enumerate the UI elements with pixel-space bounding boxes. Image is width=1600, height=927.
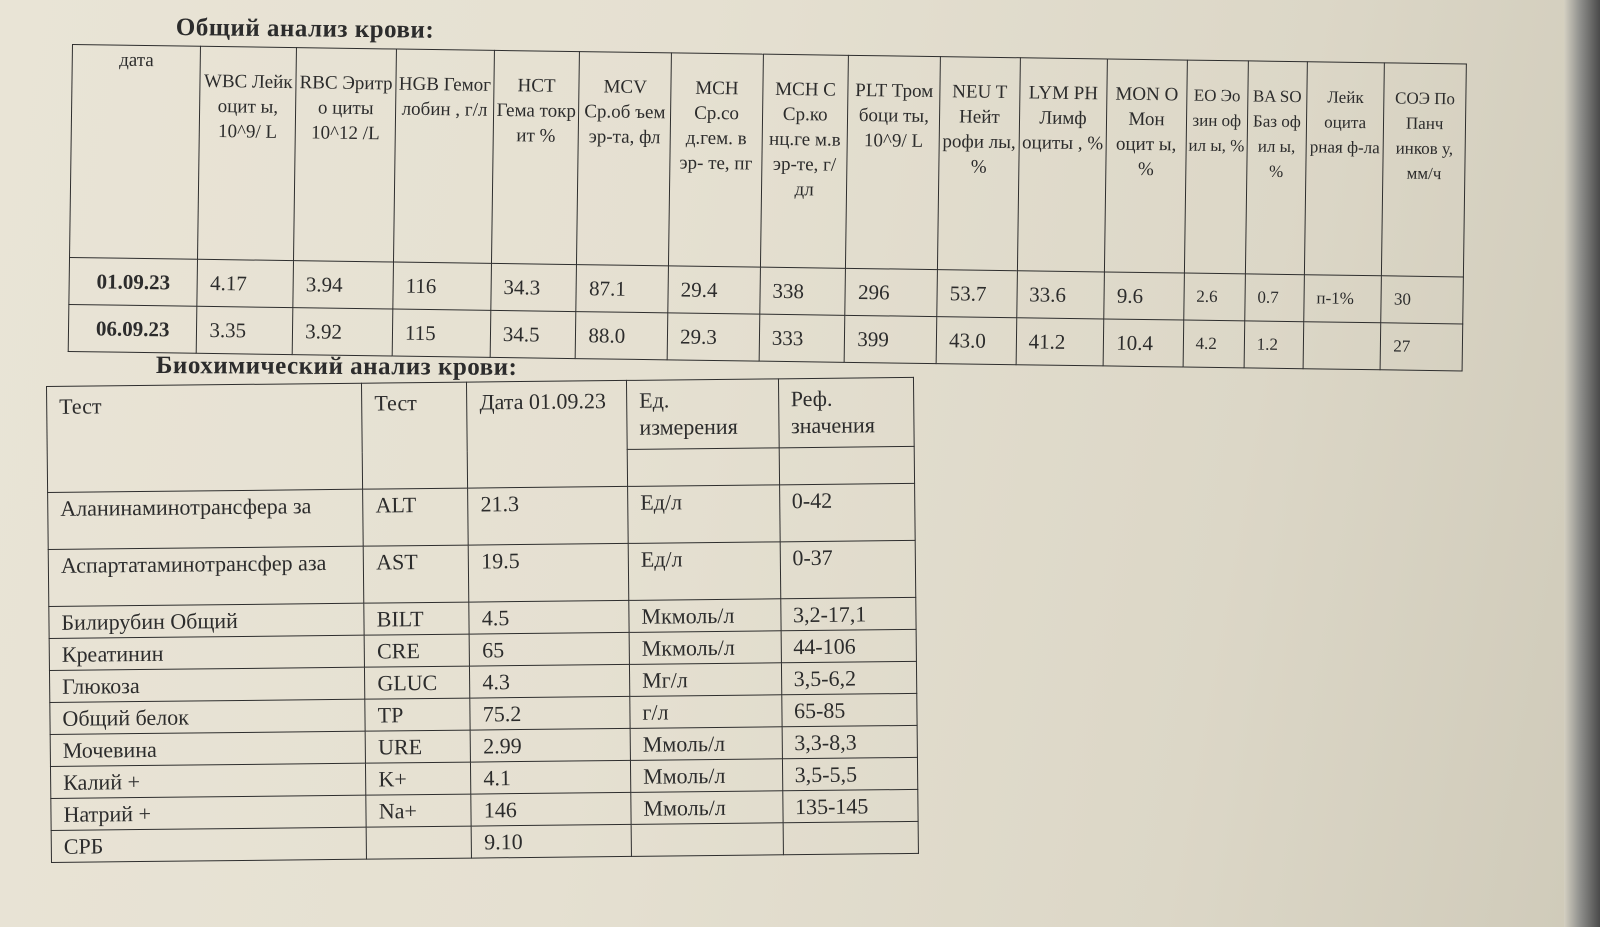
bio-title: Биохимический анализ крови: — [155, 352, 518, 381]
bio-test-name: Калий + — [50, 763, 366, 798]
cbc-date-cell: 01.09.23 — [69, 257, 198, 306]
bio-test-ref: 0-42 — [779, 483, 915, 541]
cbc-cell-lymph: 41.2 — [1016, 318, 1104, 366]
bio-test-name: Натрий + — [51, 795, 367, 830]
cbc-cell-wbc: 4.17 — [197, 259, 293, 307]
bio-test-code: TP — [365, 698, 470, 731]
bio-test-name: Аланинаминотрансфера за — [48, 489, 364, 549]
bio-test-value: 146 — [471, 792, 631, 826]
cbc-cell-mono: 10.4 — [1103, 319, 1183, 367]
cbc-header-rbc: RBC Эритр о циты 10^12 /L — [294, 48, 397, 262]
bio-header-unit-blank — [627, 448, 779, 487]
cbc-cell-hct: 34.3 — [491, 263, 577, 311]
bio-test-ref: 3,5-5,5 — [782, 757, 918, 790]
cbc-cell-mono: 9.6 — [1104, 272, 1184, 320]
bio-test-name: СРБ — [51, 827, 367, 862]
cbc-cell-eo: 4.2 — [1183, 320, 1245, 368]
bio-test-unit: Мг/л — [629, 663, 781, 697]
cbc-cell-mchc: 333 — [759, 314, 845, 362]
bio-test-name: Аспартатаминотрансфер аза — [48, 546, 364, 606]
cbc-cell-plt: 296 — [845, 268, 937, 316]
cbc-header-mch: МСН Ср.со д.гем. в эр- те, пг — [669, 53, 764, 267]
cbc-cell-baso: 1.2 — [1244, 321, 1304, 369]
bio-test-value: 2.99 — [470, 728, 630, 762]
bio-row-ast — [48, 540, 916, 606]
cbc-header-formula: Лейк оцита рная ф-ла — [1304, 62, 1384, 276]
bio-test-name: Билирубин Общий — [49, 603, 365, 638]
cbc-header-lymph: LYM PH Лимф оциты , % — [1017, 58, 1108, 272]
bio-test-code: GLUC — [365, 666, 470, 699]
bio-header-date: Дата 01.09.23 — [467, 380, 628, 488]
bio-row-alt — [48, 483, 916, 549]
cbc-header-hgb: HGB Гемог лобин , г/л — [394, 49, 495, 263]
cbc-header-hct: НСТ Гема токр ит % — [491, 50, 580, 264]
cbc-table — [68, 44, 1467, 371]
cbc-cell-hct: 34.5 — [490, 310, 576, 358]
cbc-header-eo: ЕО Эо зин оф ил ы, % — [1184, 60, 1248, 274]
bio-test-unit: Ед/л — [628, 485, 780, 544]
bio-test-code: CRE — [364, 634, 469, 667]
cbc-cell-formula: п-1% — [1304, 275, 1382, 323]
bio-test-value: 75.2 — [470, 696, 630, 730]
bio-test-ref — [783, 821, 919, 854]
bio-test-value: 4.3 — [470, 664, 630, 698]
cbc-cell-neut: 53.7 — [937, 270, 1017, 318]
cbc-cell-hgb: 115 — [392, 309, 490, 357]
bio-test-name: Креатинин — [49, 635, 365, 670]
bio-test-name: Общий белок — [50, 699, 366, 734]
bio-test-code: Na+ — [366, 794, 471, 827]
bio-test-code: AST — [363, 545, 469, 603]
cbc-header-baso: BA SO Баз оф ил ы, % — [1245, 61, 1307, 275]
bio-test-code: BILT — [364, 602, 469, 635]
cbc-cell-neut: 43.0 — [936, 317, 1016, 365]
bio-test-unit: г/л — [630, 695, 782, 729]
cbc-header-mono: MON O Мон оцит ы, % — [1105, 59, 1187, 273]
bio-test-code: ALT — [363, 488, 469, 546]
bio-test-ref: 65-85 — [781, 693, 917, 726]
bio-test-value: 4.5 — [469, 600, 629, 634]
bio-test-unit: Ммоль/л — [630, 727, 782, 761]
bio-test-value: 9.10 — [471, 824, 631, 858]
cbc-cell-esr: 30 — [1381, 276, 1463, 324]
cbc-cell-lymph: 33.6 — [1016, 271, 1104, 319]
cbc-cell-eo: 2.6 — [1183, 273, 1245, 321]
bio-test-unit: Мкмоль/л — [629, 599, 781, 633]
bio-header-unit: Ед. измерения — [626, 379, 778, 450]
cbc-cell-mcv: 88.0 — [576, 312, 668, 360]
bio-table — [46, 377, 919, 863]
cbc-cell-wbc: 3.35 — [197, 306, 293, 354]
bio-test-unit: Ед/л — [628, 542, 780, 601]
bio-header-test-code: Тест — [362, 382, 468, 489]
cbc-cell-formula — [1303, 322, 1381, 370]
cbc-cell-baso: 0.7 — [1245, 274, 1305, 322]
bio-test-ref: 3,5-6,2 — [781, 661, 917, 694]
bio-test-code: K+ — [366, 762, 471, 795]
cbc-header-mchc: МСН С Ср.ко нц.ге м.в эр-те, г/дл — [760, 54, 849, 268]
bio-header-ref: Реф. значения — [778, 377, 914, 447]
cbc-cell-esr: 27 — [1380, 323, 1462, 371]
cbc-header-row — [70, 45, 1467, 277]
bio-test-unit: Ммоль/л — [631, 791, 783, 825]
bio-test-ref: 3,3-8,3 — [782, 725, 918, 758]
bio-test-code: URE — [365, 730, 470, 763]
bio-test-unit: Мкмоль/л — [629, 631, 781, 665]
bio-test-unit — [631, 823, 783, 857]
cbc-cell-mch: 29.3 — [667, 313, 759, 361]
bio-header-test-name: Тест — [47, 383, 363, 492]
bio-test-ref: 3,2-17,1 — [780, 597, 916, 630]
cbc-header-wbc: WBC Лейк оцит ы, 10^9/ L — [198, 46, 297, 260]
cbc-cell-rbc: 3.94 — [293, 261, 394, 309]
bio-test-ref: 44-106 — [781, 629, 917, 662]
bio-test-ref: 0-37 — [780, 540, 916, 598]
bio-test-value: 65 — [469, 632, 629, 666]
cbc-cell-hgb: 116 — [393, 262, 491, 310]
cbc-header-esr: СОЭ По Панч инков у, мм/ч — [1382, 63, 1467, 277]
cbc-title: Общий анализ крови: — [175, 14, 435, 44]
bio-test-name: Мочевина — [50, 731, 366, 766]
bio-test-value: 21.3 — [468, 486, 628, 545]
bio-test-ref: 135-145 — [782, 789, 918, 822]
bio-test-value: 4.1 — [471, 760, 631, 794]
cbc-cell-mchc: 338 — [760, 267, 846, 315]
bio-test-code — [366, 826, 471, 859]
cbc-cell-mch: 29.4 — [668, 266, 760, 314]
cbc-header-neut: NEU T Нейт рофи лы, % — [938, 57, 1020, 271]
bio-header-row — [47, 377, 915, 455]
cbc-header-date: дата — [70, 45, 201, 260]
cbc-date-cell: 06.09.23 — [68, 304, 197, 353]
bio-test-unit: Ммоль/л — [630, 759, 782, 793]
cbc-cell-plt: 399 — [845, 315, 937, 363]
cbc-cell-rbc: 3.92 — [292, 308, 393, 356]
cbc-header-plt: PLT Тром боци ты, 10^9/ L — [846, 55, 941, 269]
cbc-cell-mcv: 87.1 — [576, 265, 668, 313]
bio-test-name: Глюкоза — [49, 667, 365, 702]
bio-header-ref-blank — [779, 446, 915, 484]
desk-edge — [1564, 0, 1600, 927]
bio-test-value: 19.5 — [469, 543, 629, 602]
cbc-header-mcv: MCV Ср.об ъем эр-та, фл — [577, 52, 672, 266]
